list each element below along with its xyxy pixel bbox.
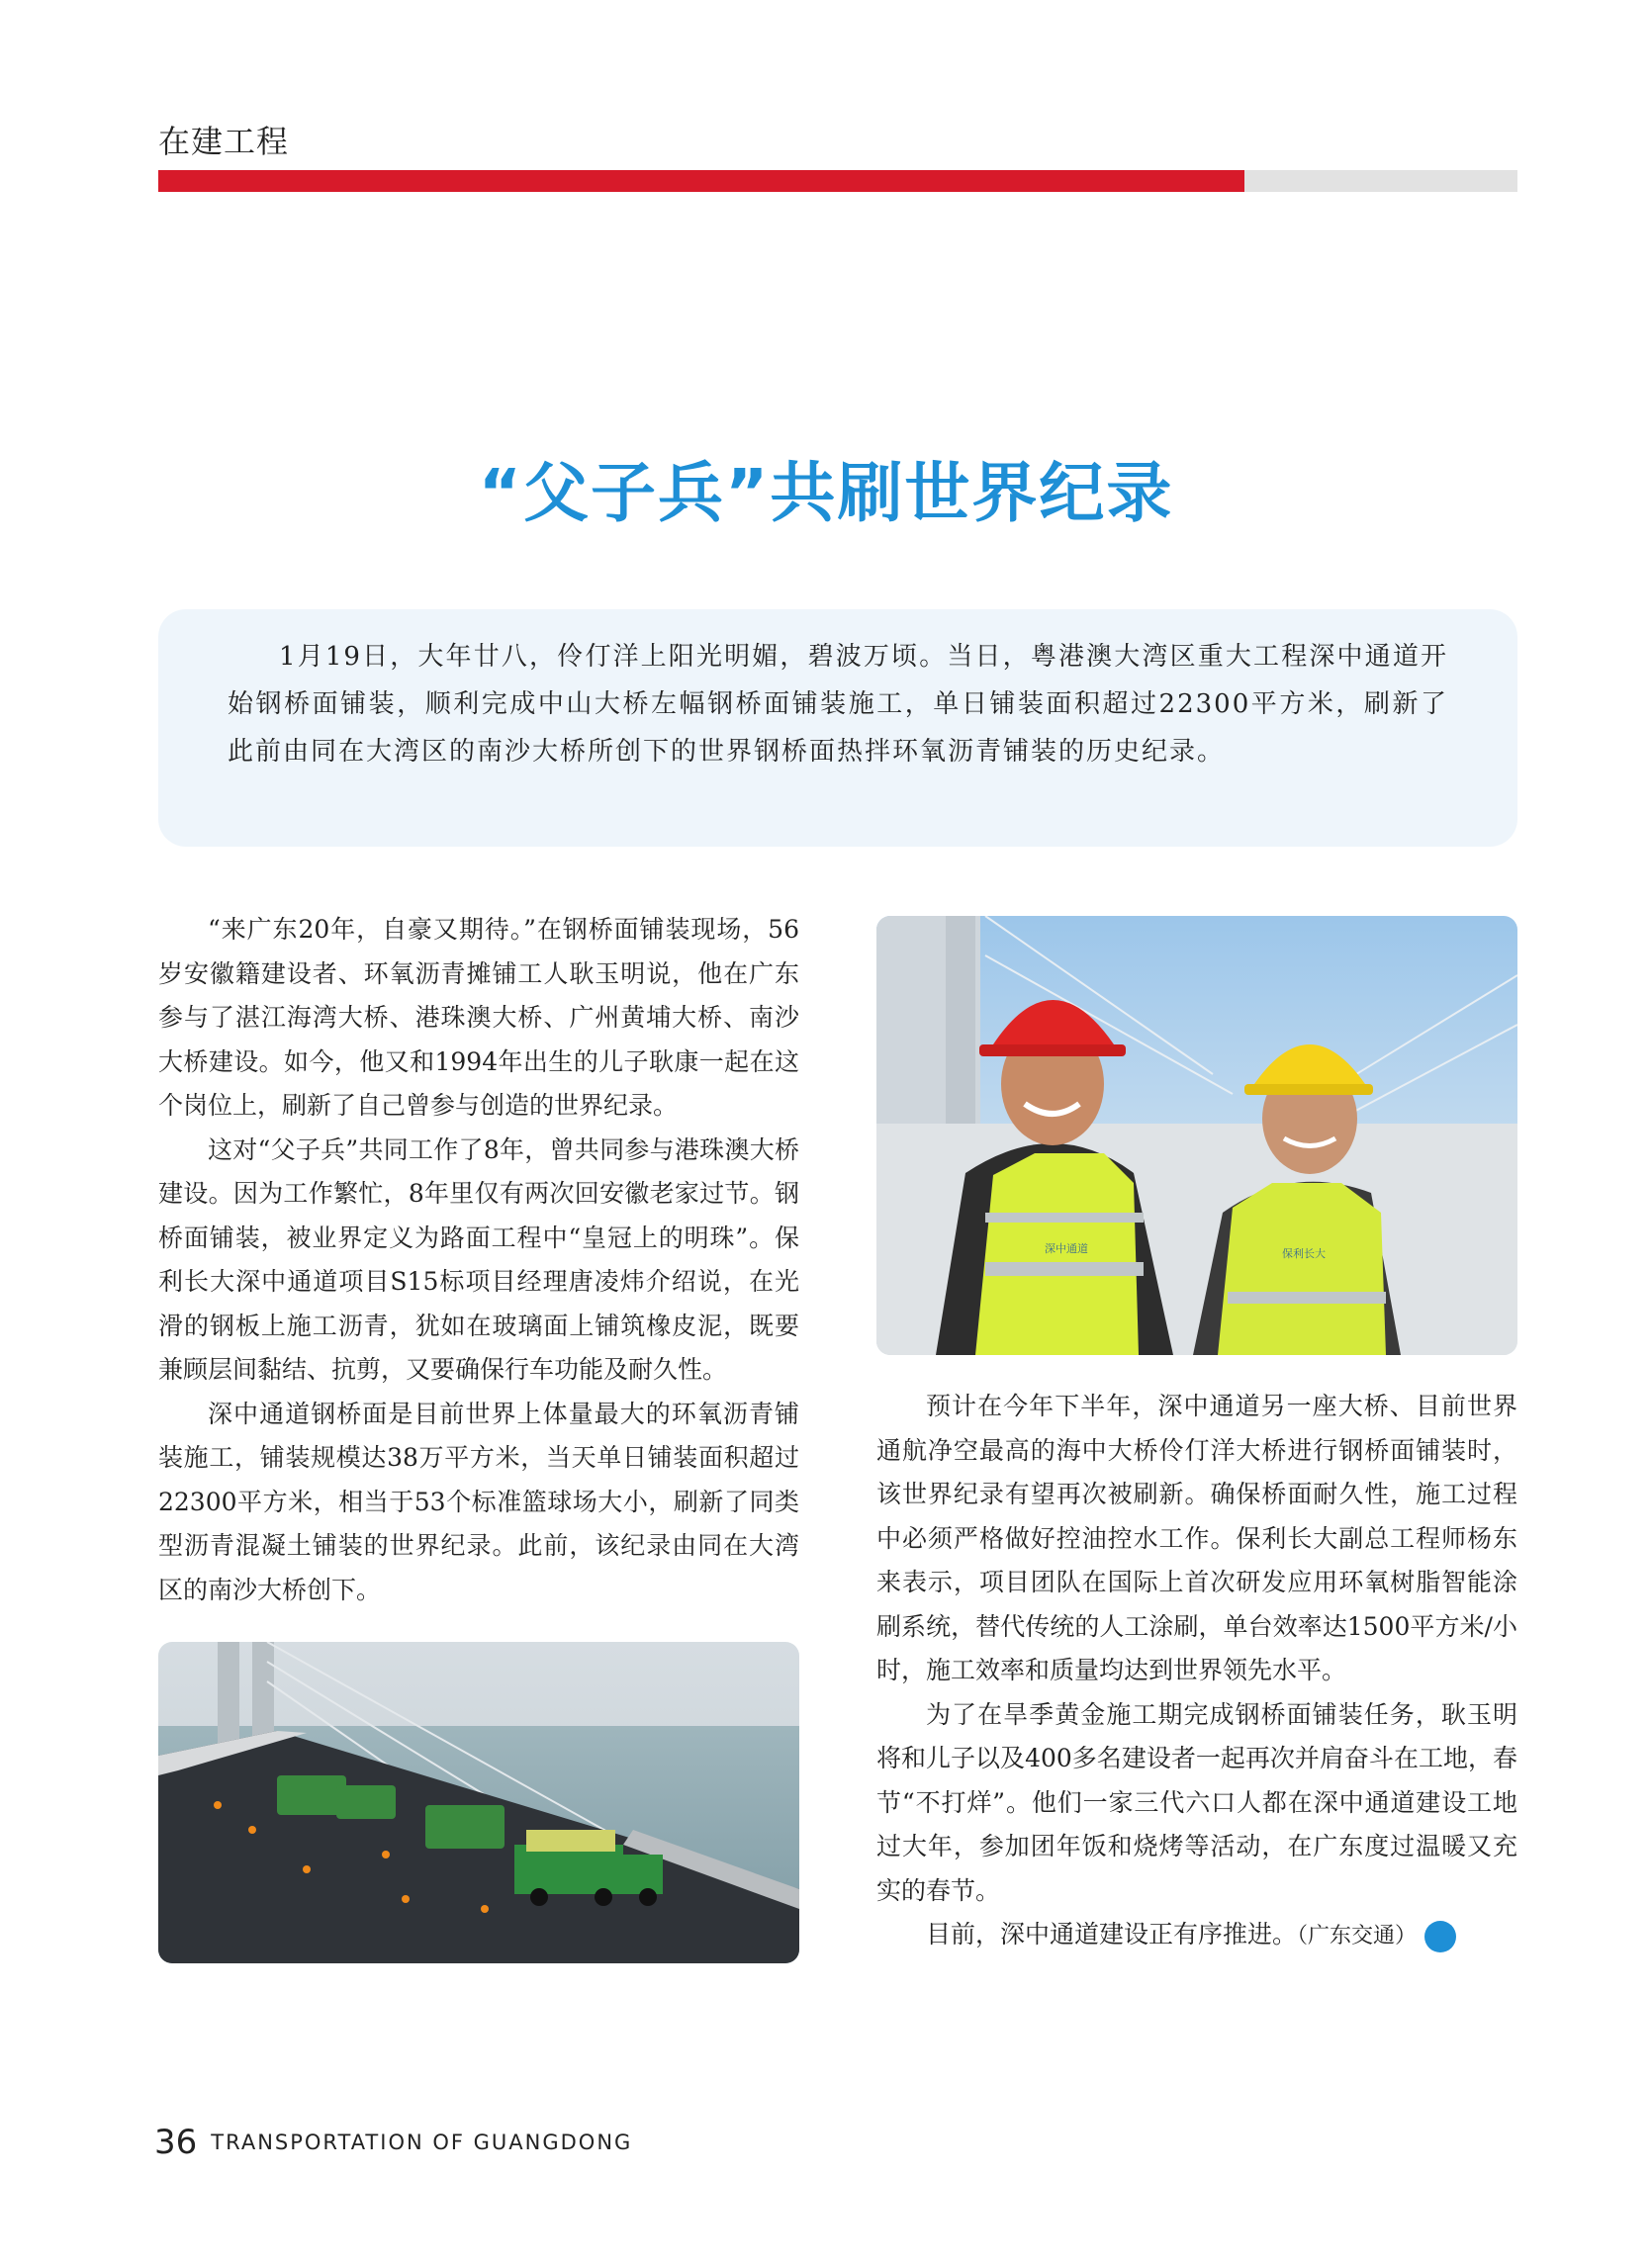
page-footer (154, 2123, 632, 2162)
paragraph: 预计在今年下半年，深中通道另一座大桥、目前世界通航净空最高的海中大桥伶仃洋大桥进行钢桥面铺装时，该世界纪录有望再次被刷新。确保桥面耐久性，施工过程中必须严格做好控油控水工作。保利长大副总工程师杨东来表示，项目团队在国际上首次研发应用环氧树脂智能涂刷系统，替代传统的人工涂刷，单台效率达1500平方米/小时，施工效率和质量均达到世界领先水平。 (876, 1392, 1517, 1684)
source-credit: （广东交通） (1297, 1924, 1418, 1949)
section-label: 在建工程 (158, 123, 290, 160)
right-column (876, 1385, 1517, 1959)
closing-text: 目前，深中通道建设正有序推进。 (926, 1920, 1298, 1949)
cta-logo-icon: CTA (1424, 1921, 1456, 1952)
paragraph: “来广东20年，自豪又期待。”在钢桥面铺装现场，56岁安徽籍建设者、环氧沥青摊铺工人耿玉明说，他在广东参与了湛江海湾大桥、港珠澳大桥、广州黄埔大桥、南沙大桥建设。如今，他又和1994年出生的儿子耿康一起在这个岗位上，刷新了自己曾参与创造的世界纪录。 (158, 915, 799, 1120)
article-title: “父子兵”共刷世界纪录 (478, 455, 1174, 531)
page-number: 36 (154, 2123, 198, 2162)
header-bar-accent (158, 170, 1244, 192)
workers-photo (876, 916, 1517, 1355)
magazine-name: TRANSPORTATION OF GUANGDONG (211, 2130, 633, 2154)
lead-paragraph: 1月19日，大年廿八，伶仃洋上阳光明媚，碧波万顷。当日，粤港澳大湾区重大工程深中通道开始钢桥面铺装，顺利完成中山大桥左幅钢桥面铺装施工，单日铺装面积超过22300平方米，刷新了此前由同在大湾区的南沙大桥所创下的世界钢桥面热拌环氧沥青铺装的历史纪录。 (228, 642, 1448, 767)
lead-box (158, 609, 1517, 847)
paragraph: 这对“父子兵”共同工作了8年，曾共同参与港珠澳大桥建设。因为工作繁忙，8年里仅有两次回安徽老家过节。钢桥面铺装，被业界定义为路面工程中“皇冠上的明珠”。保利长大深中通道项目S15标项目经理唐凌炜介绍说，在光滑的钢板上施工沥青，犹如在玻璃面上铺筑橡皮泥，既要兼顾层间黏结、抗剪，又要确保行车功能及耐久性。 (158, 1134, 799, 1384)
paving-site-photo (158, 1642, 799, 1963)
paragraph: 深中通道钢桥面是目前世界上体量最大的环氧沥青铺装施工，铺装规模达38万平方米，当天单日铺装面积超过22300平方米，相当于53个标准篮球场大小，刷新了同类型沥青混凝土铺装的世界纪录。此前，该纪录由同在大湾区的南沙大桥创下。 (158, 1399, 799, 1604)
closing-paragraph (876, 1913, 1517, 1959)
vest-logo-text: 保利长大 (1282, 1247, 1326, 1260)
paragraph: 为了在旱季黄金施工期完成钢桥面铺装任务，耿玉明将和儿子以及400多名建设者一起再次并肩奋斗在工地，春节“不打烊”。他们一家三代六口人都在深中通道建设工地过大年，参加团年饭和烧烤等活动，在广东度过温暖又充实的春节。 (876, 1699, 1517, 1905)
left-column (158, 908, 799, 1612)
vest-logo-text: 深中通道 (1045, 1242, 1088, 1255)
